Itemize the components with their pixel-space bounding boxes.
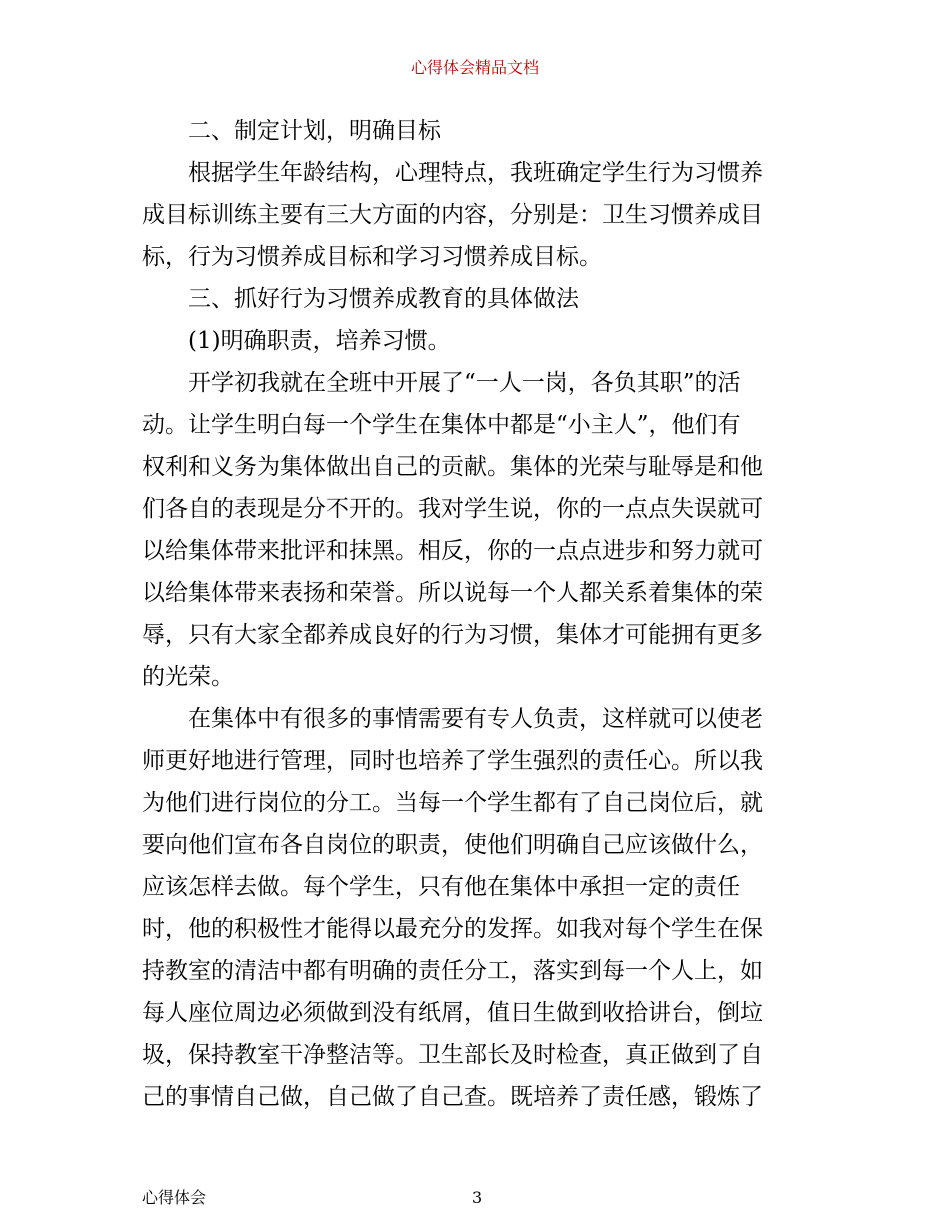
paragraph-line: 要向他们宣布各自岗位的职责，使他们明确自己应该做什么， [142,832,763,858]
section-heading: 三、抓好行为习惯养成教育的具体做法 [188,286,579,312]
subsection-heading: (1)明确职责，培养习惯。 [188,328,451,354]
document-body [142,110,814,1118]
footer-label: 心得体会 [142,1188,207,1207]
page-header: 心得体会精品文档 [410,58,539,77]
paragraph-line: 在集体中有很多的事情需要有专人负责，这样就可以使老 [188,706,763,732]
paragraph-line: 以给集体带来批评和抹黑。相反，你的一点点进步和努力就可 [142,538,763,564]
paragraph-line: 根据学生年龄结构，心理特点，我班确定学生行为习惯养 [188,160,763,186]
paragraph-line: 每人座位周边必须做到没有纸屑，值日生做到收拾讲台，倒垃 [142,1000,763,1026]
paragraph-line: 师更好地进行管理，同时也培养了学生强烈的责任心。所以我 [142,748,763,774]
page-footer [142,1186,814,1210]
paragraph-line: 们各自的表现是分不开的。我对学生说，你的一点点失误就可 [142,496,763,522]
paragraph-line: 己的事情自己做，自己做了自己查。既培养了责任感，锻炼了 [142,1084,763,1110]
paragraph-line: 动。让学生明白每一个学生在集体中都是“小主人”，他们有 [142,412,741,438]
paragraph-line: 标，行为习惯养成目标和学习习惯养成目标。 [142,244,602,270]
paragraph-line: 成目标训练主要有三大方面的内容，分别是：卫生习惯养成目 [142,202,763,228]
paragraph-line: 持教室的清洁中都有明确的责任分工，落实到每一个人上，如 [142,958,763,984]
paragraph-line: 以给集体带来表扬和荣誉。所以说每一个人都关系着集体的荣 [142,580,763,606]
paragraph-line: 为他们进行岗位的分工。当每一个学生都有了自己岗位后，就 [142,790,763,816]
paragraph-line: 开学初我就在全班中开展了“一人一岗，各负其职”的活 [188,370,741,396]
paragraph-line: 辱，只有大家全都养成良好的行为习惯，集体才可能拥有更多 [142,622,763,648]
paragraph-line: 圾，保持教室干净整洁等。卫生部长及时检查，真正做到了自 [142,1042,763,1068]
paragraph-line: 权利和义务为集体做出自己的贡献。集体的光荣与耻辱是和他 [142,454,763,480]
page-number: 3 [472,1188,483,1207]
paragraph-line: 应该怎样去做。每个学生，只有他在集体中承担一定的责任 [142,874,740,900]
paragraph-line: 时，他的积极性才能得以最充分的发挥。如我对每个学生在保 [142,916,763,942]
section-heading: 二、制定计划，明确目标 [188,118,441,144]
paragraph-line: 的光荣。 [142,664,234,690]
